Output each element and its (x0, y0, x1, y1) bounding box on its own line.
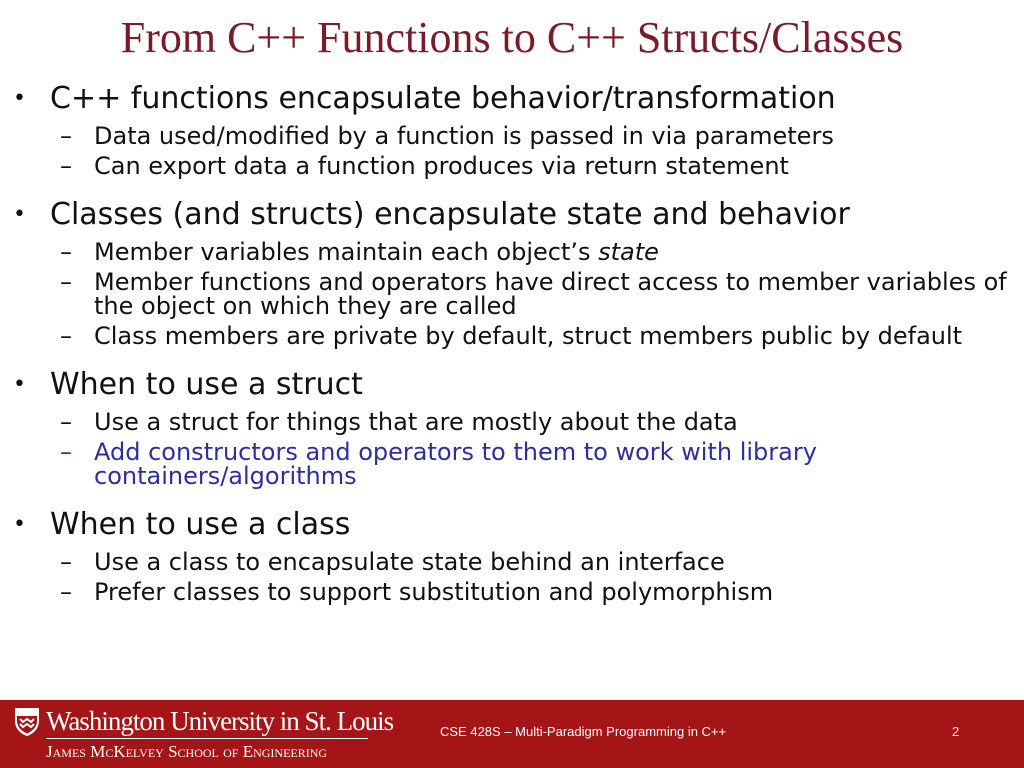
university-name: Washington University in St. Louis (46, 706, 394, 736)
dash-icon: – (60, 578, 72, 606)
dash-icon: – (60, 238, 72, 266)
sub-bullet: – Class members are private by default, struct members public by default (60, 322, 963, 350)
university-shield-icon (14, 707, 40, 737)
bullet-classes (0, 196, 1024, 234)
sub-bullet: – Prefer classes to support substitution and polymorphism (60, 578, 774, 606)
dash-icon: – (60, 438, 72, 466)
dash-icon: – (60, 408, 72, 436)
emphasis-state: state (598, 238, 659, 266)
page-number: 2 (952, 724, 960, 739)
slide-title: From C++ Functions to C++ Structs/Classes (120, 13, 904, 62)
bullet-dot-icon: • (13, 512, 26, 537)
bullet-text: C++ functions encapsulate behavior/transformation (50, 81, 836, 116)
sub-bullet: – Can export data a function produces via return statement (60, 152, 789, 180)
course-name: CSE 428S – Multi-Paradigm Programming in C++ (440, 724, 727, 739)
slide-content (0, 80, 1024, 604)
dash-icon: – (60, 548, 72, 576)
sub-bullet: – Use a class to encapsulate state behind an interface (60, 548, 725, 576)
dash-icon: – (60, 322, 72, 350)
bullet-dot-icon: • (13, 372, 26, 397)
bullet-text: When to use a struct (50, 367, 363, 402)
bullet-class (0, 506, 1024, 544)
sub-bullet: – Member variables maintain each object’s state (60, 238, 659, 266)
bullet-text: Classes (and structs) encapsulate state and behavior (50, 197, 850, 232)
sub-bullet: – Member functions and operators have direct access to member variables of the object on which they are called (60, 268, 1007, 320)
dash-icon: – (60, 152, 72, 180)
school-name: James McKelvey School of Engineering (46, 742, 328, 761)
logo-divider (46, 738, 368, 739)
bullet-functions (0, 80, 1024, 118)
sub-bullet: – Use a struct for things that are mostly about the data (60, 408, 738, 436)
bullet-dot-icon: • (13, 202, 26, 227)
bullet-dot-icon: • (13, 86, 26, 111)
dash-icon: – (60, 268, 72, 296)
slide-footer (0, 700, 1024, 768)
sub-bullet-highlight: – Add constructors and operators to them to work with library containers/algorithms (60, 438, 817, 490)
bullet-struct (0, 366, 1024, 404)
university-logo (14, 705, 394, 765)
dash-icon: – (60, 122, 72, 150)
bullet-text: When to use a class (50, 507, 351, 542)
sub-bullet: – Data used/modified by a function is passed in via parameters (60, 122, 834, 150)
